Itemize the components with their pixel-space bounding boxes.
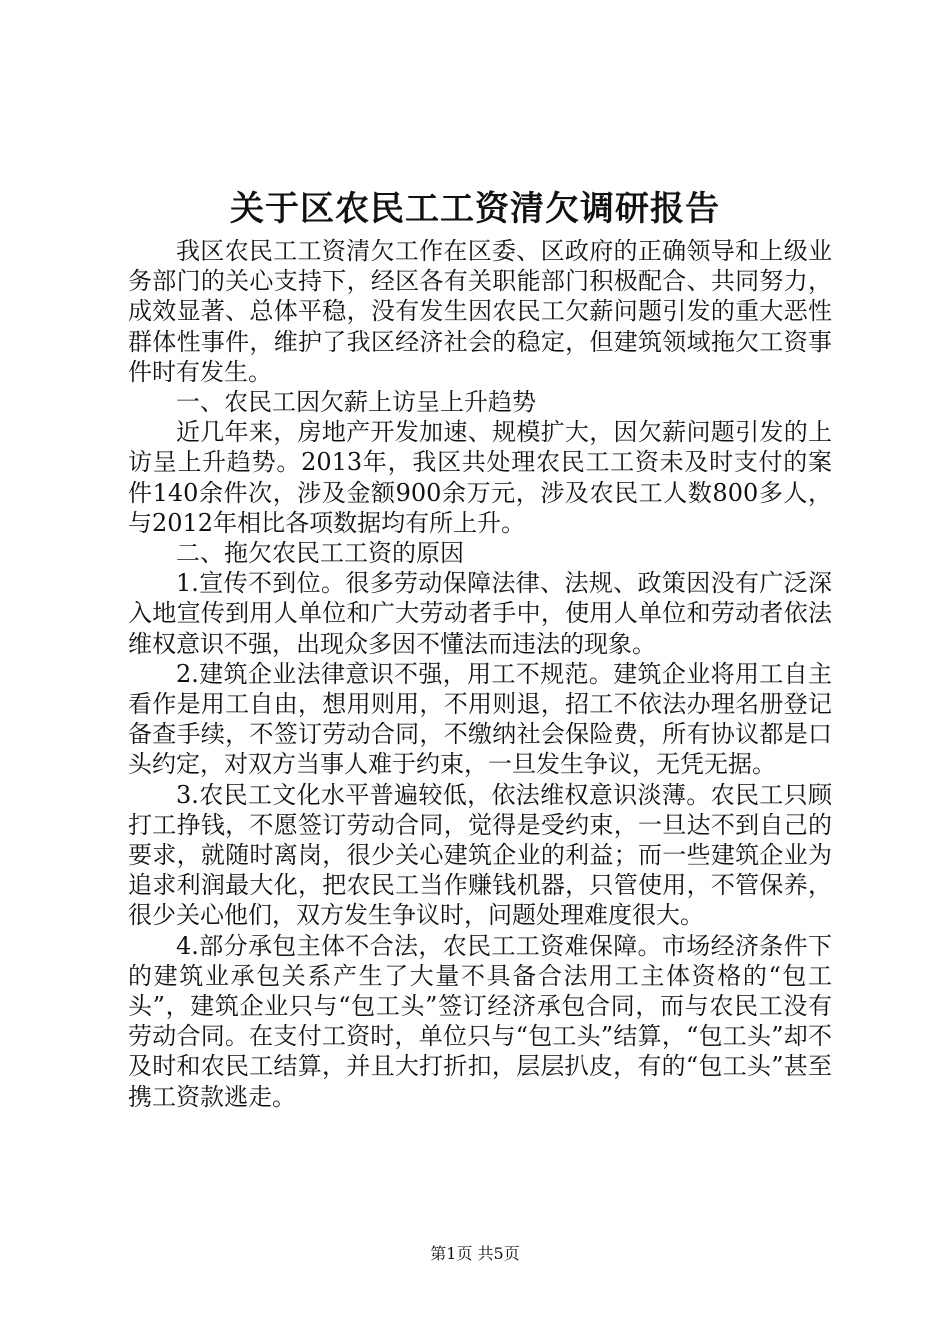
section-heading-2: 二、拖欠农民工工资的原因 <box>176 539 464 568</box>
paragraph-reason-4: 4.部分承包主体不合法，农民工工资难保障。市场经济条件下的建筑业承包关系产生了大量不具备合法用工主体资格的“包工头”，建筑企业只与“包工头”签订经济承包合同，而与农民工没有劳动合同。在支付工资时，单位只与“包工头”结算，“包工头”却不及时和农民工结算，并且大打折扣，层层扒皮，有的“包工头”甚至携工资款逃走。 <box>128 931 832 1111</box>
paragraph-reason-3: 3.农民工文化水平普遍较低，依法维权意识淡薄。农民工只顾打工挣钱，不愿签订劳动合同，觉得是受约束，一旦达不到自己的要求，就随时离岗，很少关心建筑企业的利益；而一些建筑企业为追求利润最大化，把农民工当作赚钱机器，只管使用，不管保养，很少关心他们，双方发生争议时，问题处理难度很大。 <box>128 780 832 930</box>
document-body <box>128 236 832 1112</box>
paragraph-reason-2: 2.建筑企业法律意识不强，用工不规范。建筑企业将用工自主看作是用工自由，想用则用，不用则退，招工不依法办理名册登记备查手续，不签订劳动合同，不缴纳社会保险费，所有协议都是口头约定，对双方当事人难于约束，一旦发生争议，无凭无据。 <box>128 659 832 779</box>
page-footer: 第1页 共5页 <box>430 1244 520 1263</box>
document-title: 关于区农民工工资清欠调研报告 <box>230 189 720 229</box>
section-heading-1: 一、农民工因欠薪上访呈上升趋势 <box>176 388 536 417</box>
paragraph-intro: 我区农民工工资清欠工作在区委、区政府的正确领导和上级业务部门的关心支持下，经区各有关职能部门积极配合、共同努力，成效显著、总体平稳，没有发生因农民工欠薪问题引发的重大恶性群体性事件，维护了我区经济社会的稳定，但建筑领域拖欠工资事件时有发生。 <box>128 237 832 386</box>
paragraph-trend: 近几年来，房地产开发加速、规模扩大，因欠薪问题引发的上访呈上升趋势。2013年，我区共处理农民工工资未及时支付的案件140余件次，涉及金额900余万元，涉及农民工人数800多人，与2012年相比各项数据均有所上升。 <box>128 418 832 537</box>
paragraph-reason-1: 1.宣传不到位。很多劳动保障法律、法规、政策因没有广泛深入地宣传到用人单位和广大劳动者手中，使用人单位和劳动者依法维权意识不强，出现众多因不懂法而违法的现象。 <box>128 569 832 658</box>
